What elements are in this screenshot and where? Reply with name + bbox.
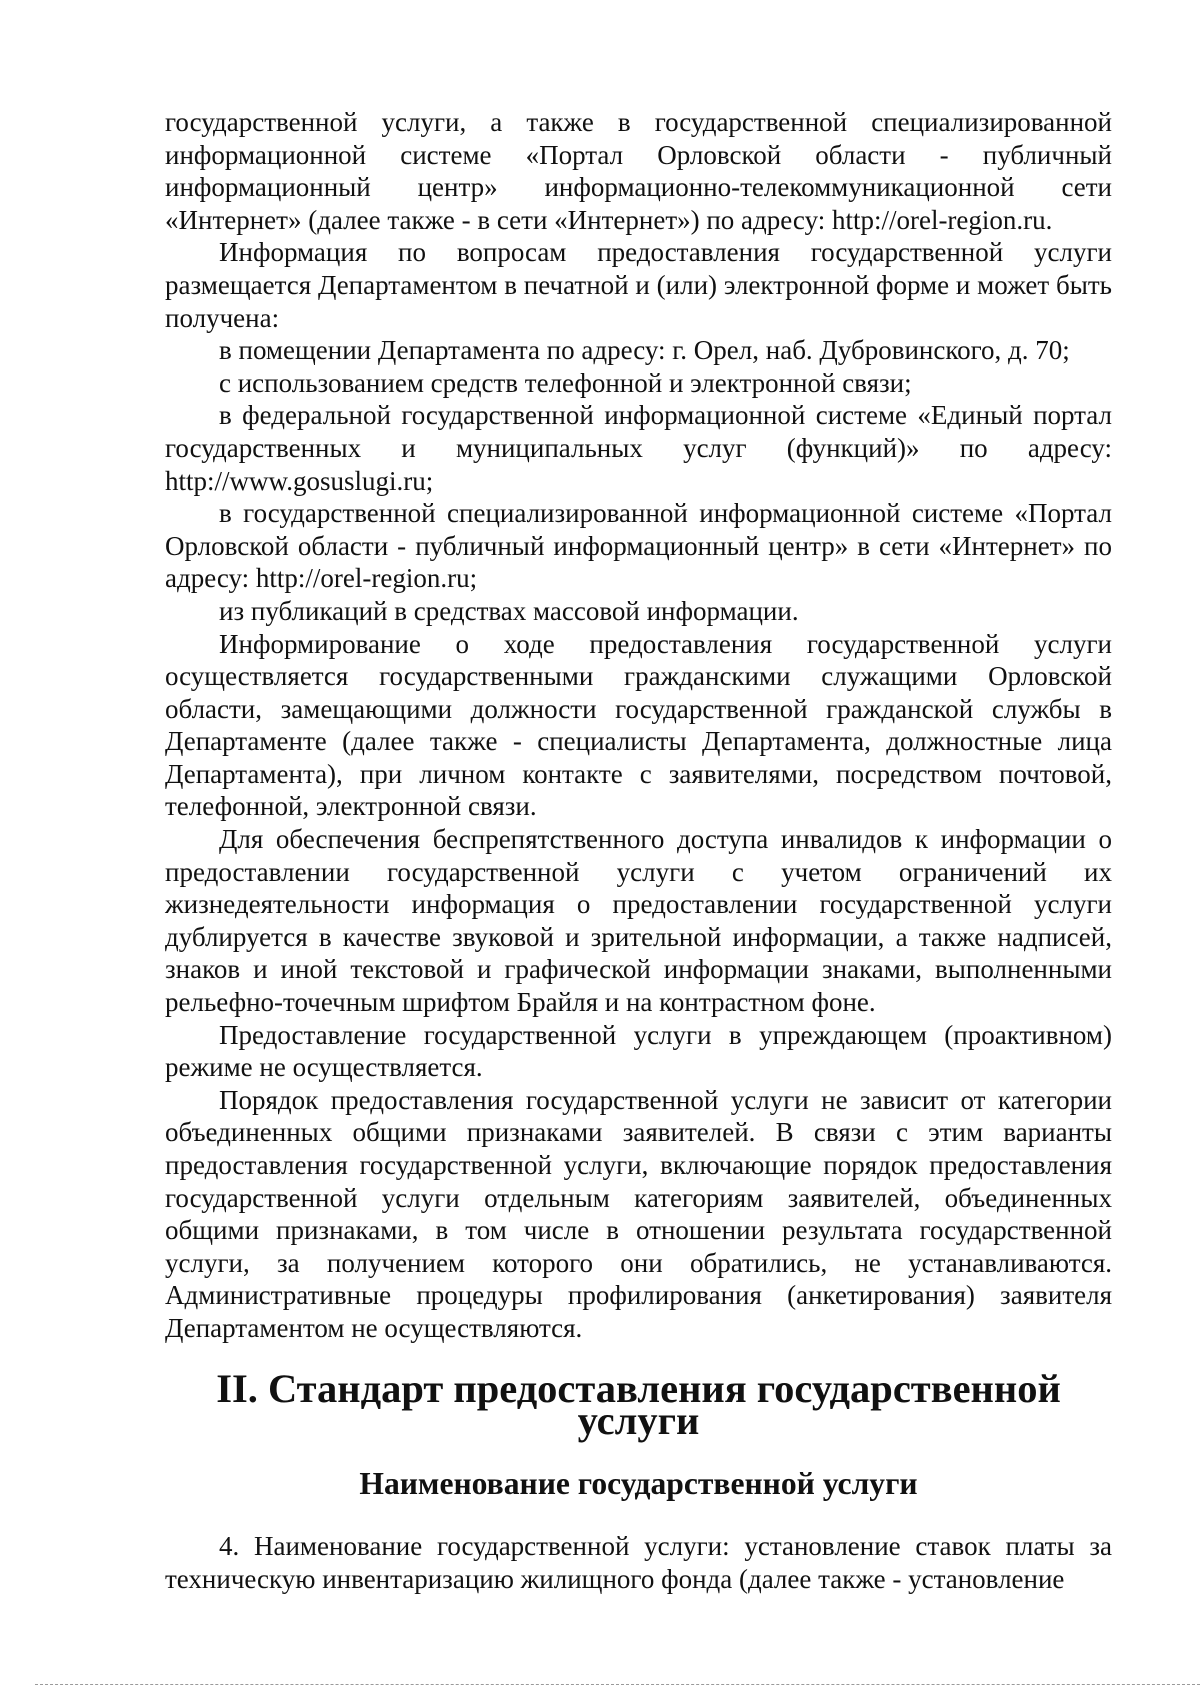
paragraph-department-address: в помещении Департамента по адресу: г. Орел, наб. Дубровинского, д. 70; xyxy=(219,335,1070,366)
subsection-heading: Наименование государственной услуги xyxy=(359,1465,918,1501)
paragraph-proactive-mode: Предоставление государственной услуги в упреждающем (проактивном) режиме не осуществляется. xyxy=(165,1019,1112,1083)
document-body xyxy=(165,106,1112,1596)
paragraph-info-access: Информация по вопросам предоставления государственной услуги размещается Департаментом в печатной и (или) электронной форме и может быть получена: xyxy=(165,237,1112,333)
paragraph-informing-progress: Информирование о ходе предоставления государственной услуги осуществляется государственными гражданскими служащими Орловской области, замещающими должности государственной гражданской службы в Департаменте (далее также - специалисты Департамента, должностные лица Департамента), при личном контакте с заявителями, посредством почтовой, телефонной, электронной связи. xyxy=(165,628,1112,822)
page-bottom-edge-line xyxy=(35,1684,1200,1685)
paragraph-service-variants: Порядок предоставления государственной услуги не зависит от категории объединенных общими признаками заявителей. В связи с этим варианты предоставления государственной услуги, включающие порядок предоставления государственной услуги отдельным категориям заявителей, объединенных общими признаками, в том числе в отношении результата государственной услуги, за получением которого они обратились, не устанавливаются. Административные процедуры профилирования (анкетирования) заявителя Департаментом не осуществляются. xyxy=(165,1084,1112,1343)
paragraph-mass-media: из публикаций в средствах массовой информации. xyxy=(219,595,799,626)
section-heading: II. Стандарт предоставления государственной услуги xyxy=(216,1365,1061,1444)
paragraph-disabled-access: Для обеспечения беспрепятственного доступа инвалидов к информации о предоставлении государственной услуги с учетом ограничений их жизнедеятельности информация о предоставлении государственной услуги дублируется в качестве звуковой и зрительной информации, а также надписей, знаков и иной текстовой и графической информации знаками, выполненными рельефно-точечным шрифтом Брайля и на контрастном фоне. xyxy=(165,824,1112,1018)
paragraph-gosuslugi-portal: в федеральной государственной информационной системе «Единый портал государственных и муниципальных услуг (функций)» по адресу: http://www.gosuslugi.ru; xyxy=(165,400,1112,496)
paragraph-item-4: 4. Наименование государственной услуги: установление ставок платы за техническую инвентаризацию жилищного фонда (далее также - установление xyxy=(165,1531,1112,1594)
paragraph-phone-electronic: с использованием средств телефонной и электронной связи; xyxy=(219,367,912,398)
paragraph-continuation: государственной услуги, а также в государственной специализированной информационной системе «Портал Орловской области - публичный информационный центр» информационно-телекоммуникационной сети «Интернет» (далее также - в сети «Интернет») по адресу: http://orel-region.ru. xyxy=(165,107,1112,235)
paragraph-orel-portal: в государственной специализированной информационной системе «Портал Орловской области - публичный информационный центр» в сети «Интернет» по адресу: http://orel-region.ru; xyxy=(165,498,1112,594)
